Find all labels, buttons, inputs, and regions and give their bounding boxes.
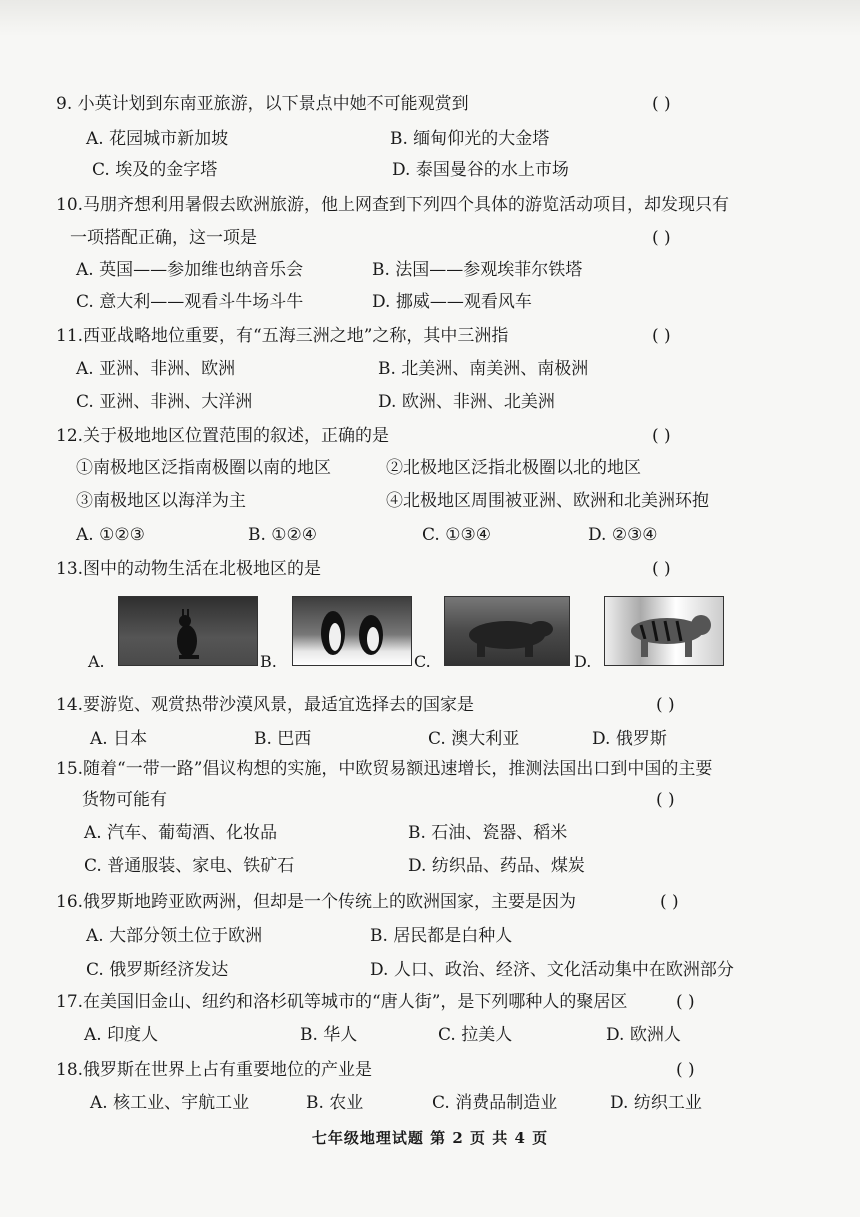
option-b: B. ①②④ <box>248 525 318 545</box>
question-15-stem: 15.随着“一带一路”倡议构想的实施，中欧贸易额迅速增长，推测法国出口到中国的主要 <box>56 759 713 779</box>
question-12-stem: 12.关于极地地区位置范围的叙述，正确的是 <box>56 426 390 446</box>
answer-paren: ( ) <box>656 695 675 715</box>
tiger-silhouette <box>605 597 723 665</box>
question-10-stem-cont: 一项搭配正确，这一项是 <box>70 228 257 248</box>
option-c: C. 普通服装、家电、铁矿石 <box>84 856 295 876</box>
option-a: A. 花园城市新加坡 <box>86 129 229 149</box>
option-a: A. 日本 <box>90 729 148 749</box>
answer-paren: ( ) <box>652 426 671 446</box>
option-a: A. <box>88 652 105 671</box>
option-a: A. 大部分领土位于欧洲 <box>86 926 263 946</box>
option-b: B. 缅甸仰光的大金塔 <box>390 129 550 149</box>
option-d: D. 纺织工业 <box>610 1093 702 1113</box>
tiger-photo <box>604 596 724 666</box>
option-b: B. <box>260 652 277 671</box>
option-d: D. 俄罗斯 <box>592 729 667 749</box>
question-16-stem: 16.俄罗斯地跨亚欧两洲，但却是一个传统上的欧洲国家，主要是因为 <box>56 892 577 912</box>
option-d: D. 人口、政治、经济、文化活动集中在欧洲部分 <box>370 960 734 980</box>
penguin-photo <box>292 596 412 666</box>
kangaroo-photo <box>118 596 258 666</box>
option-a: A. 核工业、宇航工业 <box>90 1093 250 1113</box>
option-b: B. 石油、瓷器、稻米 <box>408 823 568 843</box>
kangaroo-silhouette <box>119 597 257 665</box>
answer-paren: ( ) <box>652 228 671 248</box>
option-c: C. 意大利——观看斗牛场斗牛 <box>76 292 304 312</box>
option-b: B. 法国——参观埃菲尔铁塔 <box>372 260 583 280</box>
option-b: B. 巴西 <box>254 729 312 749</box>
question-9-stem: 9. 小英计划到东南亚旅游，以下景点中她不可能观赏到 <box>56 94 469 114</box>
option-a: A. 亚洲、非洲、欧洲 <box>76 359 236 379</box>
option-d: D. ②③④ <box>588 525 658 545</box>
answer-paren: ( ) <box>652 559 671 579</box>
question-13-stem: 13.图中的动物生活在北极地区的是 <box>56 559 322 579</box>
option-d: D. 欧洲人 <box>606 1025 681 1045</box>
option-d: D. <box>574 652 592 671</box>
question-18-stem: 18.俄罗斯在世界上占有重要地位的产业是 <box>56 1060 373 1080</box>
option-b: B. 农业 <box>306 1093 364 1113</box>
option-b: B. 居民都是白种人 <box>370 926 513 946</box>
option-b: B. 华人 <box>300 1025 358 1045</box>
option-c: C. <box>414 652 431 671</box>
option-d: D. 纺织品、药品、煤炭 <box>408 856 585 876</box>
option-d: D. 欧洲、非洲、北美洲 <box>378 392 555 412</box>
penguin-silhouette <box>293 597 411 665</box>
option-a: A. ①②③ <box>76 525 145 545</box>
answer-paren: ( ) <box>676 1060 695 1080</box>
page-footer: 七年级地理试题 第 2 页 共 4 页 <box>311 1129 549 1147</box>
option-a: A. 汽车、葡萄酒、化妆品 <box>84 823 278 843</box>
answer-paren: ( ) <box>652 326 671 346</box>
bear-silhouette <box>445 597 569 665</box>
option-b: B. 北美洲、南美洲、南极洲 <box>378 359 589 379</box>
option-a: A. 英国——参加维也纳音乐会 <box>76 260 304 280</box>
polar-bear-photo <box>444 596 570 666</box>
question-14-stem: 14.要游览、观赏热带沙漠风景，最适宜选择去的国家是 <box>56 695 475 715</box>
question-10-stem: 10.马朋齐想利用暑假去欧洲旅游，他上网查到下列四个具体的游览活动项目，却发现只有 <box>56 195 730 215</box>
question-15-stem-cont: 货物可能有 <box>82 790 167 810</box>
statement-1: ①南极地区泛指南极圈以南的地区 <box>76 458 331 478</box>
option-c: C. 亚洲、非洲、大洋洲 <box>76 392 253 412</box>
answer-paren: ( ) <box>656 790 675 810</box>
option-d: D. 挪威——观看风车 <box>372 292 532 312</box>
question-11-stem: 11.西亚战略地位重要，有“五海三洲之地”之称，其中三洲指 <box>56 326 509 346</box>
statement-2: ②北极地区泛指北极圈以北的地区 <box>386 458 641 478</box>
option-c: C. 埃及的金字塔 <box>92 160 218 180</box>
answer-paren: ( ) <box>660 892 679 912</box>
option-c: C. 俄罗斯经济发达 <box>86 960 229 980</box>
option-c: C. 消费品制造业 <box>432 1093 558 1113</box>
question-17-stem: 17.在美国旧金山、纽约和洛杉矶等城市的“唐人街”，是下列哪种人的聚居区 <box>56 992 628 1012</box>
option-a: A. 印度人 <box>84 1025 159 1045</box>
option-d: D. 泰国曼谷的水上市场 <box>392 160 569 180</box>
option-c: C. ①③④ <box>422 525 491 545</box>
option-c: C. 拉美人 <box>438 1025 513 1045</box>
answer-paren: ( ) <box>676 992 695 1012</box>
statement-3: ③南极地区以海洋为主 <box>76 491 246 511</box>
statement-4: ④北极地区周围被亚洲、欧洲和北美洲环抱 <box>386 491 709 511</box>
answer-paren: ( ) <box>652 94 671 114</box>
scan-top-edge <box>0 0 860 36</box>
option-c: C. 澳大利亚 <box>428 729 520 749</box>
